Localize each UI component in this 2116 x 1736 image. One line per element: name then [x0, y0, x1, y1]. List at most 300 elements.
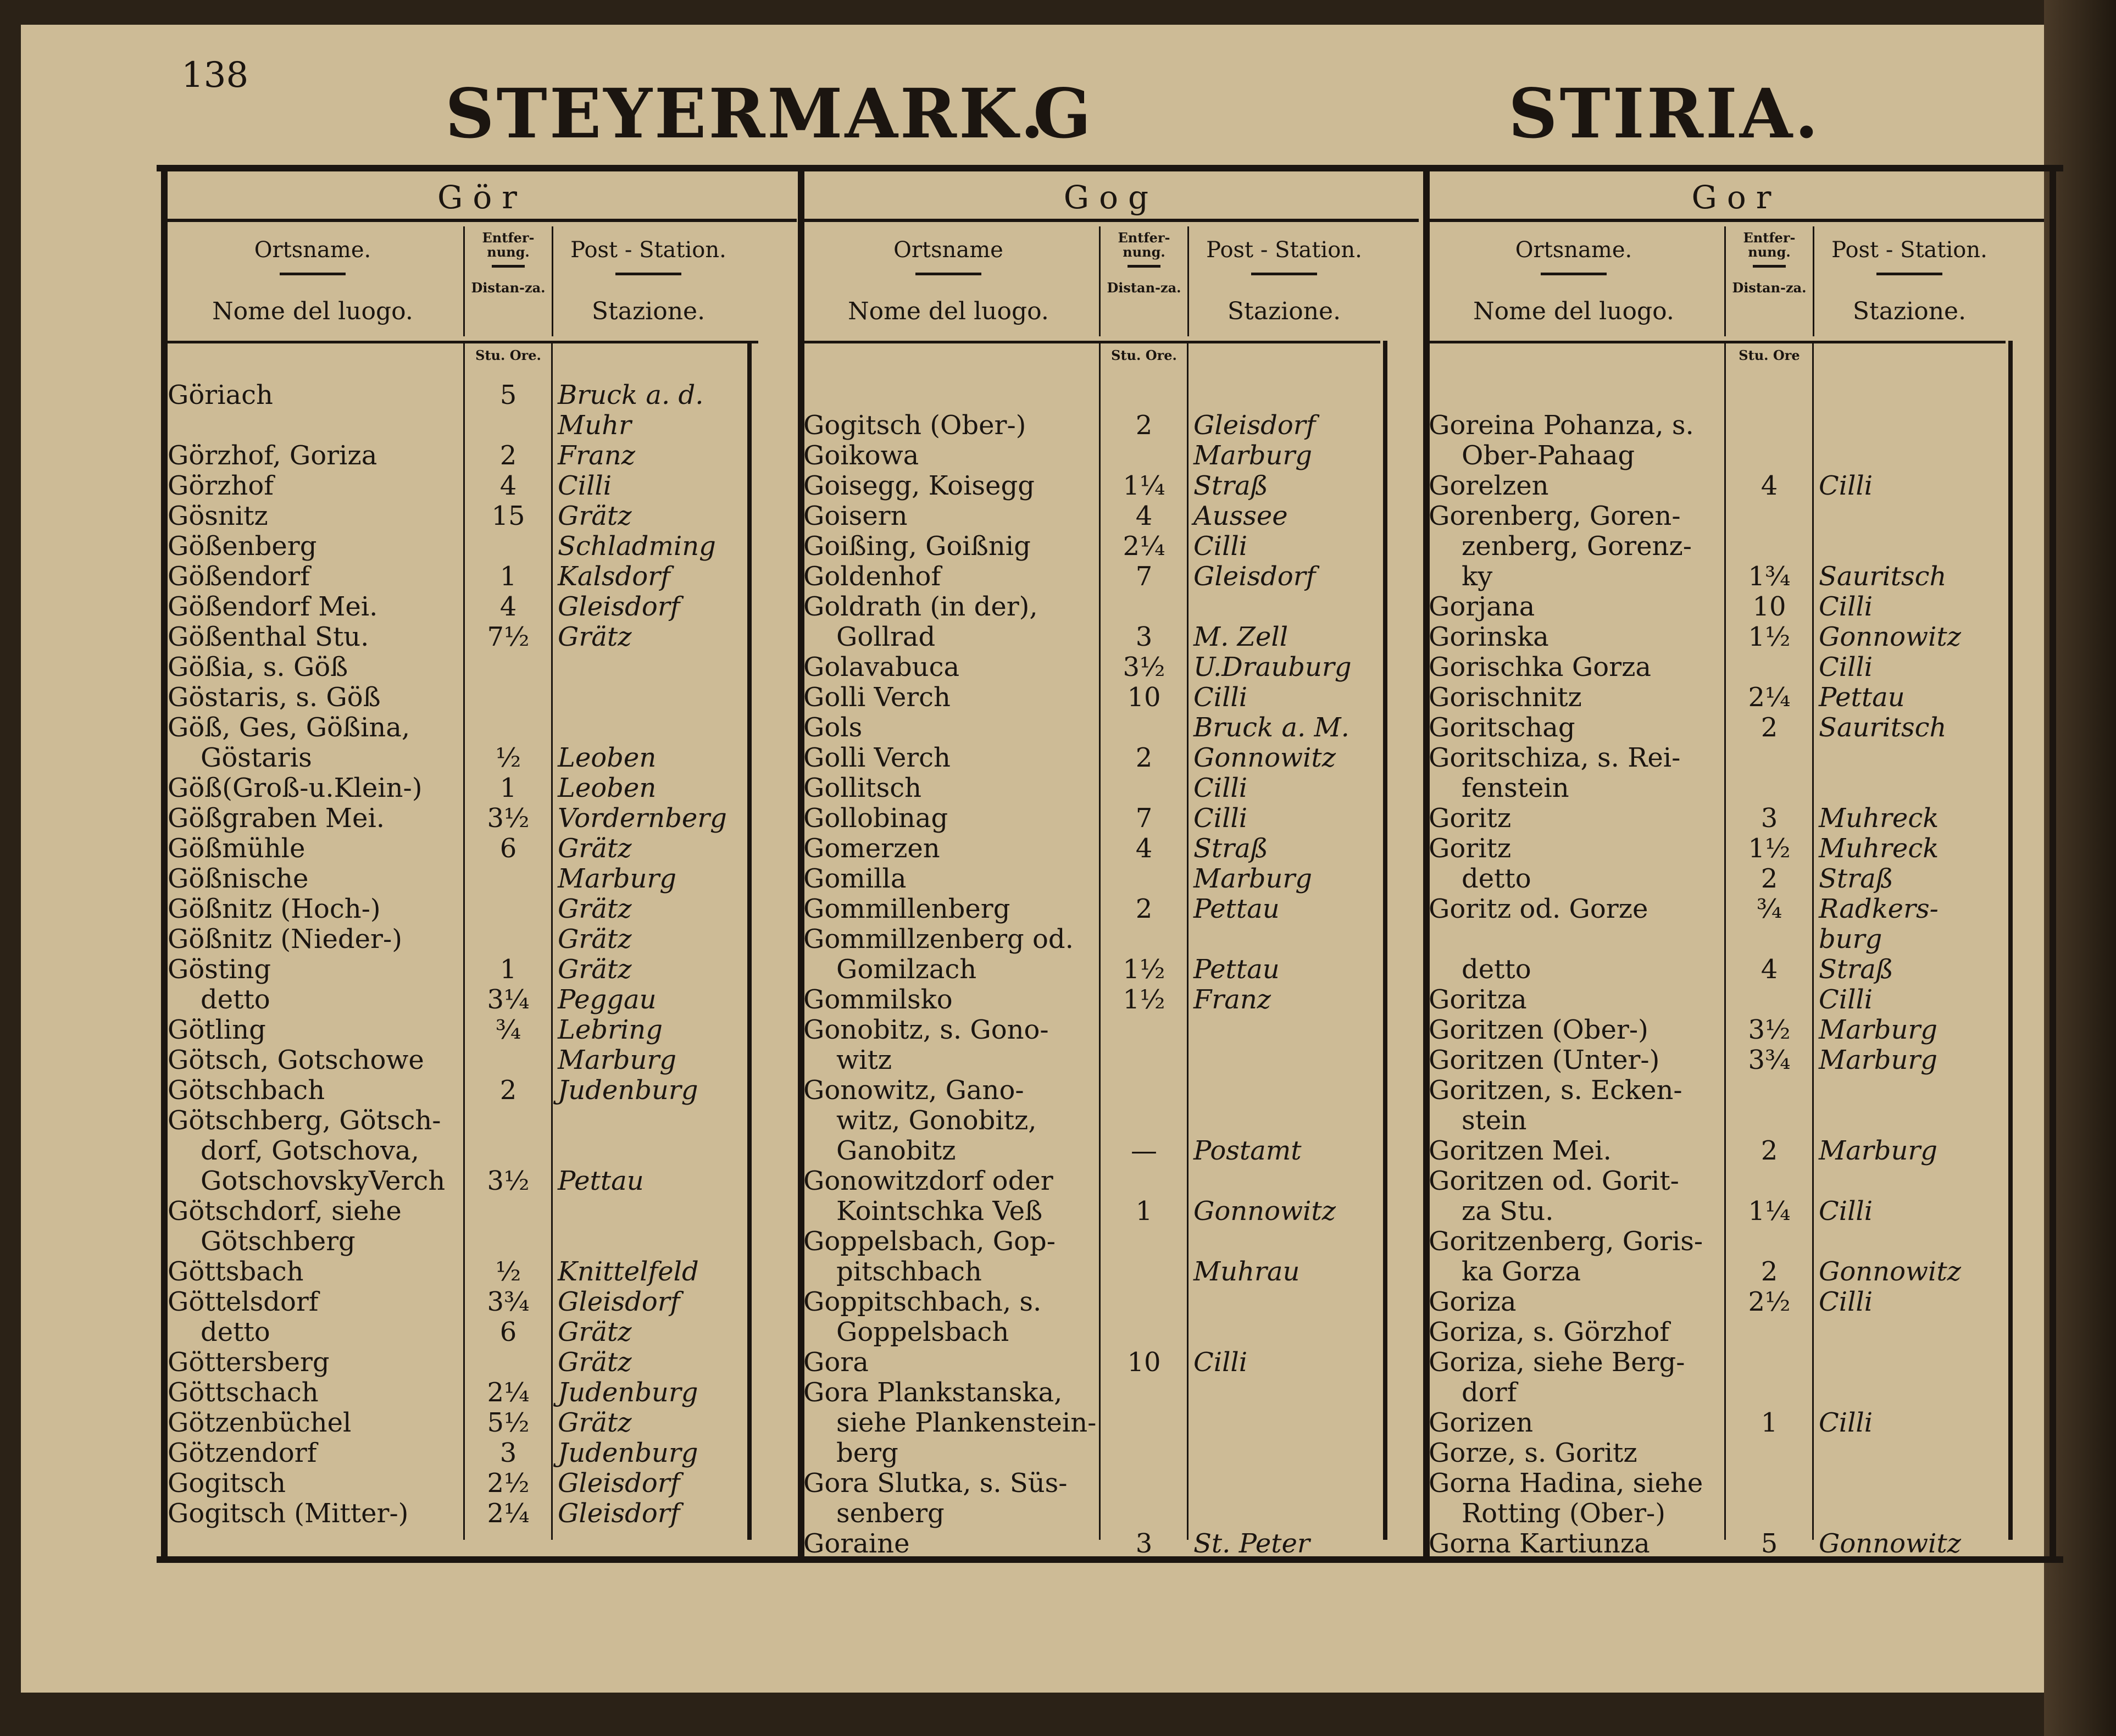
place-name: Gora Slutka, s. Süs-: [803, 1468, 1068, 1499]
place-name: Goißing, Goißnig: [803, 531, 1031, 562]
table-row: [803, 1106, 1386, 1136]
table-row: [803, 1468, 1386, 1499]
place-name: za Stu.: [1462, 1196, 1554, 1227]
table-row: [803, 1499, 1386, 1529]
header-label-german: Post - Station.: [1831, 237, 1987, 263]
distance-value: 2: [1760, 1256, 1778, 1287]
table-row: [168, 864, 750, 894]
place-name: Goikowa: [803, 440, 919, 471]
post-station: Grätz: [558, 1347, 632, 1378]
table-row: [168, 380, 750, 411]
post-station: Gonnowitz: [1819, 622, 1961, 652]
post-station: Kalsdorf: [558, 561, 670, 592]
distance-value: —: [1131, 1135, 1157, 1166]
place-name: Gonobitz, s. Gono-: [803, 1014, 1049, 1045]
post-station: Leoben: [558, 773, 657, 803]
place-name: Goritzen, s. Ecken-: [1429, 1075, 1682, 1106]
header-distance: [1099, 226, 1189, 336]
table-row: [803, 924, 1386, 955]
place-name: Gols: [803, 712, 863, 743]
distance-value: 7: [1135, 561, 1153, 592]
distance-value: 3: [1760, 803, 1778, 834]
running-title-italian: STIRIA.: [1508, 74, 1821, 154]
place-name: Golli Verch: [803, 742, 951, 773]
header-label-italian: Distan-za.: [1107, 280, 1181, 296]
place-name: Gösting: [168, 954, 271, 985]
post-station: Straß: [1819, 954, 1893, 985]
distance-value: 1½: [1123, 954, 1165, 985]
post-station: Gleisdorf: [558, 1498, 680, 1529]
place-name: Goritz od. Gorze: [1429, 894, 1648, 924]
place-name: Gonowitz, Gano-: [803, 1075, 1024, 1106]
post-station: Grätz: [558, 1317, 632, 1347]
place-name: Gorna Kartiunza: [1429, 1528, 1650, 1559]
post-station: Cilli: [1819, 1196, 1873, 1227]
place-name: Göttschach: [168, 1377, 319, 1408]
entry-list: [803, 380, 1386, 1559]
table-row: [803, 1227, 1386, 1257]
table-row: [168, 1106, 750, 1136]
place-name: Gommilsko: [803, 984, 953, 1015]
place-name: Goriza: [1429, 1286, 1517, 1317]
table-row: [1429, 592, 2011, 622]
distance-value: 2: [1135, 894, 1153, 924]
table-row: [1429, 1075, 2011, 1106]
distance-value: 1¼: [1123, 470, 1165, 501]
place-name: senberg: [836, 1498, 945, 1529]
place-name: Gorjana: [1429, 591, 1535, 622]
table-row: [803, 1166, 1386, 1196]
table-border-left: [161, 165, 168, 1556]
table-row: [1429, 1196, 2011, 1227]
place-name: Ganobitz: [836, 1135, 956, 1166]
header-label-german: Entfer-nung.: [1743, 230, 1796, 260]
post-station: Marburg: [558, 863, 677, 894]
table-row: [803, 652, 1386, 683]
table-row: [1429, 1136, 2011, 1166]
place-name: detto: [201, 984, 270, 1015]
table-row: [1429, 803, 2011, 834]
table-row: [168, 1227, 750, 1257]
place-name: Goreina Pohanza, s.: [1429, 410, 1694, 441]
header-label-german: Ortsname: [893, 237, 1003, 263]
post-station: Marburg: [1819, 1014, 1938, 1045]
distance-value: 3¾: [487, 1286, 530, 1317]
place-name: Gößia, s. Göß: [168, 652, 348, 683]
distance-value: 2: [499, 440, 517, 471]
header-label-german: Entfer-nung.: [482, 230, 535, 260]
place-name: Kointschka Veß: [836, 1196, 1043, 1227]
post-station: Postamt: [1193, 1135, 1302, 1166]
post-station: U.Drauburg: [1193, 652, 1352, 683]
table-row: [1429, 1015, 2011, 1045]
distance-value: 2: [1760, 863, 1778, 894]
distance-value: 6: [499, 1317, 517, 1347]
place-name: Götschdorf, siehe: [168, 1196, 402, 1227]
table-row: [168, 652, 750, 683]
table-row: [168, 592, 750, 622]
table-row: [168, 441, 750, 471]
header-label-german: Post - Station.: [570, 237, 726, 263]
table-row: [168, 1166, 750, 1196]
table-row: [1429, 894, 2011, 924]
table-row: [168, 1499, 750, 1529]
distance-value: 2½: [487, 1468, 530, 1499]
table-row: [803, 1136, 1386, 1166]
post-station: Franz: [558, 440, 636, 471]
table-row: [168, 985, 750, 1015]
distance-value: 10: [1752, 591, 1786, 622]
post-station: Gonnowitz: [1819, 1256, 1961, 1287]
post-station: Cilli: [1193, 803, 1248, 834]
column-group-heading: Gog: [803, 176, 1419, 222]
place-name: detto: [1462, 863, 1531, 894]
table-row: [1429, 743, 2011, 773]
place-name: Göß, Ges, Gößina,: [168, 712, 410, 743]
table-row: [803, 441, 1386, 471]
place-name: Goppitschbach, s.: [803, 1286, 1042, 1317]
distance-value: 3: [1135, 622, 1153, 652]
post-station: Cilli: [1819, 591, 1873, 622]
distance-value: 3½: [487, 1166, 530, 1196]
place-name: Goritschag: [1429, 712, 1575, 743]
place-name: stein: [1462, 1105, 1527, 1136]
table-row: [1429, 1106, 2011, 1136]
place-name: Gogitsch (Mitter-): [168, 1498, 409, 1529]
header-label-italian: Stazione.: [1227, 297, 1341, 325]
post-station: Grätz: [558, 1407, 632, 1438]
post-station: Cilli: [1819, 1407, 1873, 1438]
table-row: [1429, 562, 2011, 592]
table-row: [168, 1468, 750, 1499]
post-station: Grätz: [558, 954, 632, 985]
table-row: [803, 1015, 1386, 1045]
table-row: [803, 501, 1386, 531]
post-station: Sauritsch: [1819, 712, 1947, 743]
post-station: Marburg: [1819, 1045, 1938, 1075]
distance-value: 2¼: [1748, 682, 1791, 713]
post-station: Marburg: [1193, 440, 1313, 471]
place-name: Goisegg, Koisegg: [803, 470, 1035, 501]
place-name: witz, Gonobitz,: [836, 1105, 1037, 1136]
table-row: [803, 834, 1386, 864]
header-label-italian: Distan-za.: [1732, 280, 1807, 296]
place-name: Gößnitz (Hoch-): [168, 894, 381, 924]
place-name: Goritzen od. Gorit-: [1429, 1166, 1679, 1196]
place-name: Gorelzen: [1429, 470, 1549, 501]
post-station: Gonnowitz: [1819, 1528, 1961, 1559]
header-distance: [463, 226, 553, 336]
page-number: 138: [181, 55, 249, 96]
table-row: [168, 1408, 750, 1438]
table-row: [803, 531, 1386, 562]
post-station: Gleisdorf: [558, 1468, 680, 1499]
place-name: Gorinska: [1429, 622, 1549, 652]
place-name: Göttersberg: [168, 1347, 330, 1378]
table-row: [1429, 834, 2011, 864]
place-name: Göriach: [168, 380, 273, 411]
place-name: siehe Plankenstein-: [836, 1407, 1097, 1438]
place-name: dorf: [1462, 1377, 1517, 1408]
table-row: [168, 531, 750, 562]
post-station: Muhreck: [1819, 803, 1939, 834]
header-label-italian: Nome del luogo.: [848, 297, 1049, 325]
place-name: dorf, Gotschova,: [201, 1135, 419, 1166]
place-name: Gonowitzdorf oder: [803, 1166, 1053, 1196]
place-name: Goisern: [803, 501, 908, 531]
distance-value: 7: [1135, 803, 1153, 834]
table-row: [168, 622, 750, 652]
header-distance: [1724, 226, 1814, 336]
place-name: Goritzen (Ober-): [1429, 1014, 1648, 1045]
place-name: Göstaris, s. Göß: [168, 682, 381, 713]
post-station: Cilli: [1193, 531, 1248, 562]
table-row: [803, 713, 1386, 743]
post-station: Pettau: [1193, 894, 1280, 924]
place-name: zenberg, Gorenz-: [1462, 531, 1692, 562]
table-row: [168, 501, 750, 531]
post-station: Bruck a. d.: [558, 380, 704, 411]
distance-value: 1¾: [1748, 561, 1791, 592]
distance-value: 3: [1135, 1528, 1153, 1559]
place-name: Göstaris: [201, 742, 312, 773]
header-place-name: [1429, 226, 1719, 336]
post-station: Marburg: [1193, 863, 1313, 894]
place-name: Gorna Hadina, siehe: [1429, 1468, 1703, 1499]
table-row: [803, 471, 1386, 501]
table-row: [803, 864, 1386, 894]
distance-value: 1: [1135, 1196, 1153, 1227]
post-station: Muhr: [558, 410, 631, 441]
column-group-heading: Gör: [168, 176, 797, 222]
distance-value: 2½: [1748, 1286, 1791, 1317]
header-separator: [803, 341, 1380, 343]
distance-value: 2¼: [487, 1498, 530, 1529]
distance-value: 10: [1127, 682, 1161, 713]
place-name: witz: [836, 1045, 892, 1075]
distance-value: 2: [1135, 742, 1153, 773]
distance-value: 2: [1760, 712, 1778, 743]
table-row: [1429, 380, 2011, 411]
gazetteer-column: [168, 165, 797, 1556]
table-row: [1429, 1317, 2011, 1347]
table-row: [1429, 411, 2011, 441]
place-name: detto: [201, 1317, 270, 1347]
distance-value: ¾: [495, 1014, 521, 1045]
table-row: [168, 683, 750, 713]
table-row: [168, 834, 750, 864]
place-name: Gorze, s. Goritz: [1429, 1438, 1637, 1468]
table-row: [168, 1045, 750, 1075]
table-row: [1429, 531, 2011, 562]
place-name: Gößgraben Mei.: [168, 803, 385, 834]
post-station: Marburg: [558, 1045, 677, 1075]
place-name: Goritzen (Unter-): [1429, 1045, 1660, 1075]
place-name: Gösnitz: [168, 501, 268, 531]
post-station: Straß: [1193, 470, 1268, 501]
post-station: Gonnowitz: [1193, 1196, 1336, 1227]
distance-value: 1: [499, 954, 517, 985]
table-row: [1429, 924, 2011, 955]
post-station: Cilli: [1819, 652, 1873, 683]
gazetteer-column: [803, 165, 1419, 1559]
distance-value: 3¾: [1748, 1045, 1791, 1075]
place-name: ky: [1462, 561, 1493, 592]
post-station: Cilli: [1193, 682, 1248, 713]
distance-value: 5: [499, 380, 517, 411]
table-row: [168, 1438, 750, 1468]
post-station: Bruck a. M.: [1193, 712, 1349, 743]
distance-value: 5½: [487, 1407, 530, 1438]
table-row: [168, 955, 750, 985]
distance-unit-label: Stu. Ore: [1739, 347, 1800, 363]
post-station: burg: [1819, 924, 1882, 955]
distance-unit-label: Stu. Ore.: [475, 347, 541, 363]
place-name: Gogitsch (Ober-): [803, 410, 1026, 441]
post-station: Gleisdorf: [558, 591, 680, 622]
post-station: Gleisdorf: [1193, 561, 1316, 592]
table-row: [1429, 864, 2011, 894]
place-name: Götsch, Gotschowe: [168, 1045, 424, 1075]
section-letter: G: [1033, 74, 1093, 154]
distance-value: 1: [499, 561, 517, 592]
table-row: [168, 1347, 750, 1378]
distance-value: 10: [1127, 1347, 1161, 1378]
table-row: [168, 1257, 750, 1287]
table-row: [168, 1378, 750, 1408]
table-row: [803, 1257, 1386, 1287]
table-row: [168, 894, 750, 924]
place-name: Gößendorf: [168, 561, 310, 592]
place-name: Gorischnitz: [1429, 682, 1582, 713]
distance-value: 2: [1135, 410, 1153, 441]
post-station: Cilli: [1193, 1347, 1248, 1378]
distance-value: 3½: [1123, 652, 1165, 683]
table-row: [168, 1317, 750, 1347]
distance-value: ¾: [1756, 894, 1782, 924]
place-name: Ober-Pahaag: [1462, 440, 1635, 471]
post-station: Cilli: [1819, 470, 1873, 501]
table-row: [1429, 1438, 2011, 1468]
header-label-italian: Nome del luogo.: [212, 297, 413, 325]
place-name: GotschovskyVerch: [201, 1166, 446, 1196]
distance-value: 5: [1760, 1528, 1778, 1559]
distance-value: 1½: [1748, 833, 1791, 864]
distance-value: 3½: [1748, 1014, 1791, 1045]
post-station: Pettau: [1819, 682, 1905, 713]
distance-value: 4: [1135, 833, 1153, 864]
table-row: [1429, 441, 2011, 471]
header-place-name: [168, 226, 458, 336]
gazetteer-column: [1429, 165, 2044, 1559]
place-name: Goritzenberg, Goris-: [1429, 1226, 1703, 1257]
distance-value: 6: [499, 833, 517, 864]
distance-value: 3½: [487, 803, 530, 834]
place-name: Gollitsch: [803, 773, 922, 803]
place-name: Gorenberg, Goren-: [1429, 501, 1681, 531]
table-row: [168, 924, 750, 955]
table-row: [1429, 1468, 2011, 1499]
place-name: Görzhof: [168, 470, 274, 501]
post-station: Pettau: [1193, 954, 1280, 985]
post-station: Grätz: [558, 501, 632, 531]
place-name: Götzenbüchel: [168, 1407, 352, 1438]
place-name: Gößendorf Mei.: [168, 591, 378, 622]
table-row: [803, 1378, 1386, 1408]
table-row: [803, 803, 1386, 834]
table-row: [803, 1196, 1386, 1227]
table-row: [168, 713, 750, 743]
table-row: [803, 1347, 1386, 1378]
place-name: Goriza, siehe Berg-: [1429, 1347, 1685, 1378]
place-name: Götschberg: [201, 1226, 356, 1257]
place-name: Göttsbach: [168, 1256, 304, 1287]
table-border-right: [2050, 165, 2056, 1556]
place-name: detto: [1462, 954, 1531, 985]
table-row: [1429, 773, 2011, 803]
place-name: Gollrad: [836, 622, 936, 652]
place-name: Gorischka Gorza: [1429, 652, 1652, 683]
table-row: [1429, 985, 2011, 1015]
place-name: fenstein: [1462, 773, 1569, 803]
table-row: [803, 1408, 1386, 1438]
table-row: [803, 1317, 1386, 1347]
place-name: Rotting (Ober-): [1462, 1498, 1665, 1529]
table-row: [1429, 1287, 2011, 1317]
distance-value: 2: [499, 1075, 517, 1106]
post-station: Straß: [1193, 833, 1268, 864]
table-row: [1429, 501, 2011, 531]
place-name: Gomilzach: [836, 954, 977, 985]
table-row: [803, 1529, 1386, 1559]
table-row: [1429, 622, 2011, 652]
distance-value: 2: [1760, 1135, 1778, 1166]
distance-value: 4: [1760, 954, 1778, 985]
table-row: [1429, 1347, 2011, 1378]
table-row: [803, 1045, 1386, 1075]
post-station: Grätz: [558, 833, 632, 864]
table-row: [1429, 1408, 2011, 1438]
header-post-station: [1813, 226, 2006, 336]
post-station: Grätz: [558, 924, 632, 955]
table-row: [1429, 1045, 2011, 1075]
distance-value: 1¼: [1748, 1196, 1791, 1227]
post-station: Muhreck: [1819, 833, 1939, 864]
table-row: [168, 471, 750, 501]
distance-value: 7½: [487, 622, 530, 652]
table-row: [803, 622, 1386, 652]
table-row: [168, 1287, 750, 1317]
table-row: [803, 1287, 1386, 1317]
post-station: Leoben: [558, 742, 657, 773]
distance-unit-label: Stu. Ore.: [1111, 347, 1177, 363]
table-row: [1429, 1257, 2011, 1287]
post-station: Schladming: [558, 531, 716, 562]
header-separator: [1429, 341, 2006, 343]
table-row: [168, 743, 750, 773]
place-name: Goldenhof: [803, 561, 941, 592]
place-name: Goraine: [803, 1528, 910, 1559]
distance-value: 2¼: [487, 1377, 530, 1408]
place-name: Golavabuca: [803, 652, 960, 683]
table-row: [803, 562, 1386, 592]
column-group-heading: Gor: [1429, 176, 2044, 222]
place-name: Görzhof, Goriza: [168, 440, 377, 471]
place-name: Goritz: [1429, 803, 1512, 834]
header-post-station: [1188, 226, 1380, 336]
distance-value: 2¼: [1123, 531, 1165, 562]
post-station: Gleisdorf: [558, 1286, 680, 1317]
